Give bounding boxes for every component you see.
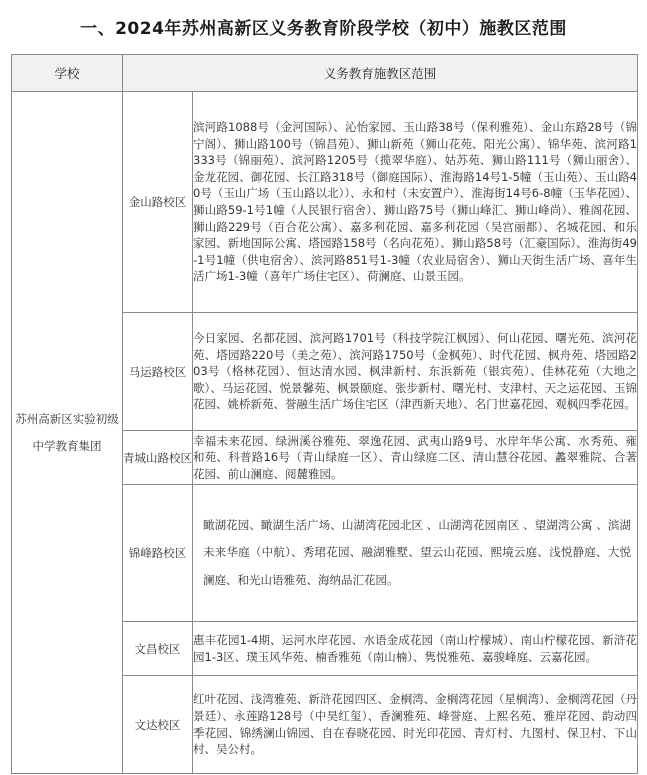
school-district-table [11,54,638,774]
page-title: 一、2024年苏州高新区义务教育阶段学校（初中）施教区范围 [80,19,567,39]
campus-area: 幸福未来花园、绿洲溪谷雅苑、翠逸花园、武夷山路9号、水岸年华公寓、水秀苑、雍和苑、科普路16号（青山绿庭一区）、青山绿庭二区、清山慧谷花园、蠡翠雅院、合著花园、前山澜庭、阅麓雅园。 [193,431,638,485]
header-school: 学校 [12,55,123,92]
header-area: 义务教育施教区范围 [123,55,638,92]
campus-area: 瞰湖花园、瞰湖生活广场、山湖湾花园北区 、山湖湾花园南区 、望湖湾公寓 、滨湖未来华庭（中航）、秀珺花园、融湖雅墅、望云山花园、熙境云庭、浅悦静庭、大悦澜庭、和光山语雅苑、海纳品汇花园。 [193,485,638,622]
campus-area: 今日家园、名都花园、滨河路1701号（科技学院江枫园）、何山花园、曙光苑、滨河花苑、塔园路220号（美之苑）、滨河路1750号（金枫苑）、时代花园、枫舟苑、塔园路203号（格林花园）、恒达清水园、枫津新村、东浜新苑（银宾苑）、佳林花苑（大地之歌）、马运花园、悦景馨苑、枫景颐庭、张步新村、曙光村、支津村、天之运花园、玉锦花园、姚桥新苑、誉融生活广场住宅区（津西新天地）、名门世嘉花园、观枫四季花园。 [193,313,638,431]
campus-area: 惠丰花园1-4期、运河水岸花园、水语金成花园（南山柠檬城）、南山柠檬花园、新浒花园1-3区、璞玉风华苑、楠香雅苑（南山楠）、隽悦雅苑、嘉骏峰庭、云嘉花园。 [193,622,638,676]
campus-area: 滨河路1088号（金河国际）、沁怡家园、玉山路38号（保利雅苑）、金山东路28号（锦宁阁）、狮山路100号（锦昌苑）、狮山新苑（狮山花苑、阳光公寓）、锦华苑、滨河路1333号（锦丽苑）、滨河路1205号（揽翠华庭）、姑苏苑、狮山路111号（狮山丽舍）、金龙花园、御花园、长江路318号（御庭国际）、淮海路14号1-5幢（玉山苑）、玉山路40号（玉山广场（玉山路以北））、永和村（未安置户）、淮海街14号6-8幢（玉华花园）、狮山路59-1号1幢（人民银行宿舍）、狮山路75号（狮山峰汇、狮山峰尚）、雅阁花园、狮山路229号（百合花公寓）、嘉多利花园、嘉多利花园（吴宫丽都）、名城花园、和乐家园、新地国际公寓、塔园路158号（名向花苑）、狮山路58号（汇豪国际）、淮海街49-1号1幢（供电宿舍）、滨河路851号1-3幢（农业局宿舍）、狮山天街生活广场、喜年生活广场1-3幢（喜年广场住宅区）、荷澜庭、山景玉园。 [193,92,638,313]
school-group-name: 苏州高新区实验初级中学教育集团 [12,92,123,774]
campus-name: 文昌校区 [123,622,193,676]
table-row [12,92,638,313]
table-header-row [12,55,638,92]
campus-name: 马运路校区 [123,313,193,431]
campus-name: 文达校区 [123,676,193,774]
campus-name: 金山路校区 [123,92,193,313]
campus-name: 锦峰路校区 [123,485,193,622]
campus-area: 红叶花园、浅湾雅苑、新浒花园四区、金榈湾、金榈湾花园（星榈湾）、金榈湾花园（丹景廷）、永莲路128号（中昊红玺）、香澜雅苑、峰誉庭、上熙名苑、雅岸花园、韵动四季花园、锦绣澜山锦园、自在春晓花园、时光印花园、青灯村、九图村、保卫村、下山村、吴公村。 [193,676,638,774]
campus-name: 青城山路校区 [123,431,193,485]
